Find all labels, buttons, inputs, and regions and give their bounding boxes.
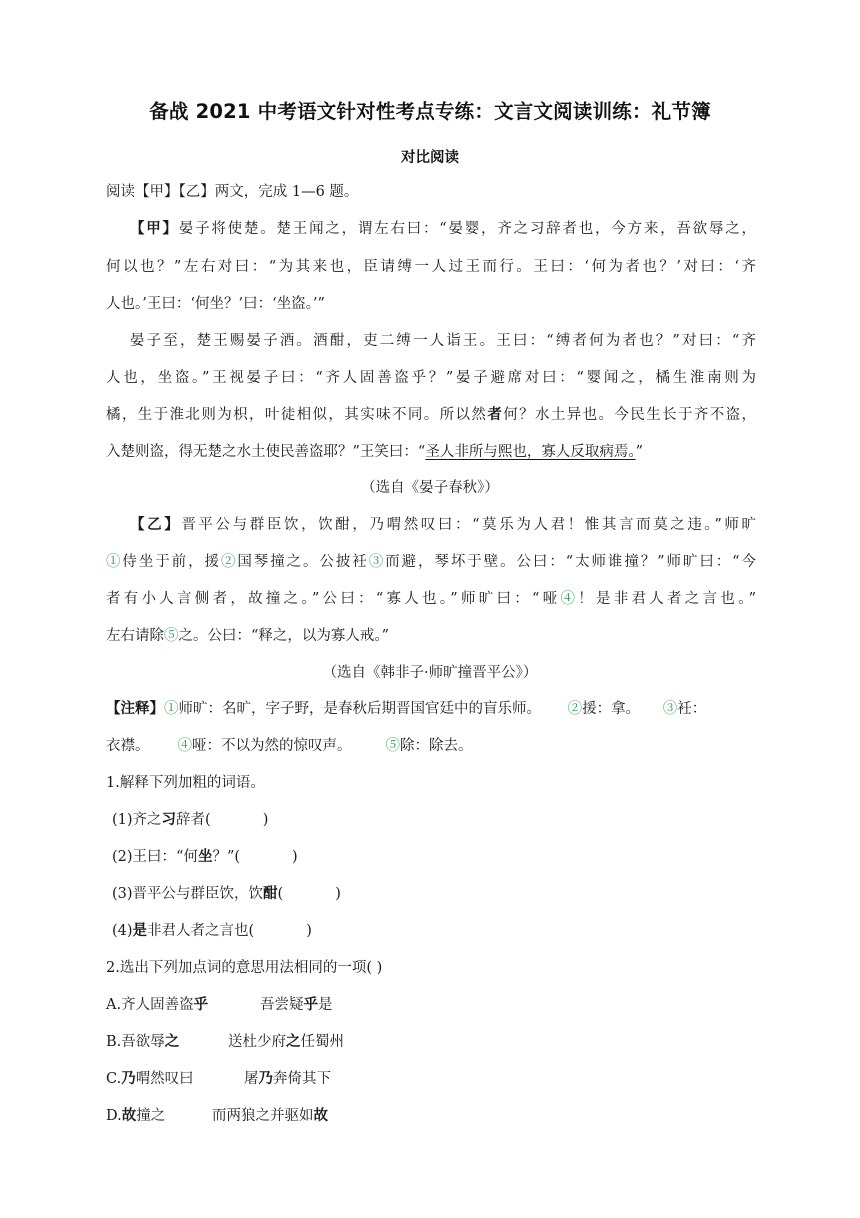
jia-p2-l2: 人也，坐盗。”王视晏子曰：“齐人固善盗乎？”晏子避席对曰：“婴闻之，橘生淮南则为 bbox=[106, 370, 756, 386]
bold-word: 者 bbox=[487, 406, 504, 423]
option-c-post: 喟然叹曰 bbox=[135, 1071, 194, 1087]
bold-word: 乃 bbox=[121, 1070, 136, 1087]
q1-item-close: ) bbox=[306, 923, 312, 939]
option-a-b-pre: 吾尝疑 bbox=[260, 997, 304, 1013]
underlined-sentence: 圣人非所与熙也，寡人反取病焉。 bbox=[425, 444, 636, 460]
option-d-post: 撞之 bbox=[136, 1108, 166, 1124]
option-b-pre: B.吾欲辱 bbox=[106, 1034, 165, 1050]
bold-word: 乃 bbox=[258, 1070, 273, 1087]
bold-word: 坐 bbox=[197, 848, 213, 865]
jia-p2-l3 bbox=[106, 405, 756, 425]
option-d[interactable] bbox=[106, 1106, 756, 1126]
note-marker-2: ② bbox=[220, 554, 238, 570]
jia-p2-l3-a: 橘，生于淮北则为枳，叶徒相似，其实味不同。所以然 bbox=[106, 407, 488, 423]
jia-p1-l2: 何以也？”左右对曰：“为其来也，臣请缚一人过王而行。王曰：‘何为者也？’对曰：‘齐 bbox=[106, 259, 756, 275]
jia-source: （选自《晏子春秋》） bbox=[361, 480, 499, 496]
yi-l4-b: 之。公曰：“释之，以为寡人戒。” bbox=[178, 628, 390, 644]
bold-word: 之 bbox=[286, 1033, 301, 1050]
yi-l3-b: ！是非君人者之言也。” bbox=[578, 591, 756, 607]
note-mark-1: ① bbox=[164, 701, 179, 717]
q1-item-post: ( bbox=[277, 886, 284, 902]
option-d-b-pre: 而两狼之并驱如 bbox=[212, 1108, 314, 1124]
q1-item-post: 非君人者之言也( bbox=[147, 923, 255, 939]
q1-item-pre: (1)齐之 bbox=[112, 812, 162, 828]
bold-word: 故 bbox=[121, 1107, 137, 1124]
note-mark-4: ④ bbox=[177, 738, 192, 754]
jia-p1-l3: 人也。’王曰：‘何坐？’曰：‘坐盗。’” bbox=[106, 296, 325, 312]
yi-line-2 bbox=[106, 552, 756, 572]
question-2-stem: 2.选出下列加点词的意思用法相同的一项( ) bbox=[106, 960, 383, 976]
question-1-item-2 bbox=[112, 847, 762, 867]
option-a-b-post: 是 bbox=[318, 997, 333, 1013]
question-1-item-3 bbox=[112, 884, 762, 904]
option-d-pre: D. bbox=[106, 1108, 122, 1124]
yi-line-3 bbox=[106, 589, 756, 609]
option-b-b-pre: 送杜少府 bbox=[228, 1034, 286, 1050]
yi-l3-a: 者有小人言侧者，故撞之。”公曰：“寡人也。”师旷曰：“哑 bbox=[106, 591, 561, 607]
note-mark-3: ③ bbox=[662, 701, 678, 717]
yi-line-1 bbox=[130, 515, 756, 535]
yi-line-4 bbox=[106, 626, 756, 646]
bold-word: 是 bbox=[132, 922, 148, 939]
jia-p2-l4 bbox=[106, 442, 756, 462]
note-3: 衽： bbox=[677, 701, 707, 717]
bold-word: 故 bbox=[313, 1107, 328, 1124]
page-title: 备战 2021 中考语文针对性考点专练：文言文阅读训练：礼节簿 bbox=[149, 100, 711, 123]
jia-p1-l1: 晏子将使楚。楚王闻之，谓左右曰：“晏婴，齐之习辞者也，今方来，吾欲辱之， bbox=[178, 221, 756, 237]
q1-item-pre: (4) bbox=[112, 923, 133, 939]
jia-p2-l1: 晏子至，楚王赐晏子酒。酒酣，吏二缚一人诣王。王曰：“缚者何为者也？”对曰：“齐 bbox=[130, 333, 756, 349]
q1-item-post: 辞者( bbox=[176, 812, 211, 828]
bold-word: 之 bbox=[164, 1033, 180, 1050]
q1-item-pre: (3)晋平公与群臣饮，饮 bbox=[112, 886, 264, 902]
note-mark-2: ② bbox=[567, 701, 583, 717]
yi-l4-a: 左右请除 bbox=[106, 628, 164, 644]
bold-word: 乎 bbox=[193, 996, 209, 1013]
q1-item-close: ) bbox=[335, 886, 341, 902]
option-b[interactable] bbox=[106, 1032, 756, 1052]
note-marker-1: ① bbox=[106, 554, 123, 570]
note-marker-3: ③ bbox=[368, 554, 386, 570]
note-3-cont: 衣襟。 bbox=[106, 738, 150, 754]
note-4: 哑：不以为然的惊叹声。 bbox=[192, 738, 352, 754]
bold-word: 酣 bbox=[263, 885, 278, 902]
note-1: 师旷：名旷，字子野，是春秋后期晋国官廷中的盲乐师。 bbox=[178, 701, 541, 717]
yi-label: 【乙】 bbox=[130, 516, 182, 533]
bold-word: 乎 bbox=[303, 996, 318, 1013]
option-c-b-pre: 屠 bbox=[244, 1071, 259, 1087]
notes-label: 【注释】 bbox=[106, 700, 164, 717]
notes-line-1 bbox=[106, 699, 756, 719]
yi-l2-c: 而避，琴坏于壁。公曰：“太师谁撞？”师旷曰：“今 bbox=[385, 554, 757, 570]
jia-p2-l3-b: 何？水土异也。今民生长于齐不盗， bbox=[503, 407, 757, 423]
option-c[interactable] bbox=[106, 1069, 756, 1089]
option-a-pre: A.齐人固善盗 bbox=[106, 997, 194, 1013]
jia-p2-l4-a: 入楚则盗，得无楚之水土使民善盗耶？”王笑曰：“ bbox=[106, 444, 426, 460]
jia-p2-l4-b: ” bbox=[635, 444, 643, 460]
option-c-pre: C. bbox=[106, 1071, 122, 1087]
bold-word: 习 bbox=[161, 811, 177, 828]
q1-item-post: ？”( bbox=[212, 849, 241, 865]
notes-line-2 bbox=[106, 736, 756, 756]
q1-item-close: ) bbox=[262, 812, 269, 828]
jia-line-1 bbox=[130, 219, 756, 239]
question-1-item-1 bbox=[112, 810, 762, 830]
yi-source: （选自《韩非子·师旷撞晋平公》） bbox=[322, 665, 538, 681]
option-a[interactable] bbox=[106, 995, 756, 1015]
note-marker-4: ④ bbox=[560, 591, 579, 607]
intro-text: 阅读【甲】【乙】两文，完成 1—6 题。 bbox=[106, 184, 359, 200]
question-1-stem: 1.解释下列加粗的词语。 bbox=[106, 775, 265, 791]
question-1-item-4 bbox=[112, 921, 762, 941]
option-c-b-post: 奔倚其下 bbox=[273, 1071, 331, 1087]
option-b-b-post: 任蜀州 bbox=[300, 1034, 344, 1050]
note-5: 除：除去。 bbox=[400, 738, 473, 754]
yi-l2-b: 国琴撞之。公披衽 bbox=[237, 554, 369, 570]
yi-l1: 晋平公与群臣饮，饮酣，乃喟然叹曰：“莫乐为人君！惟其言而莫之违。”师旷 bbox=[181, 517, 757, 533]
q1-item-close: ) bbox=[292, 849, 298, 865]
note-2: 援：拿。 bbox=[582, 701, 641, 717]
note-marker-5: ⑤ bbox=[164, 628, 179, 644]
jia-label: 【甲】 bbox=[130, 220, 179, 237]
q1-item-pre: (2)王曰：“何 bbox=[112, 849, 198, 865]
yi-l2-a: 侍坐于前，援 bbox=[122, 554, 221, 570]
section-subtitle: 对比阅读 bbox=[401, 150, 459, 166]
note-mark-5: ⑤ bbox=[385, 738, 400, 754]
